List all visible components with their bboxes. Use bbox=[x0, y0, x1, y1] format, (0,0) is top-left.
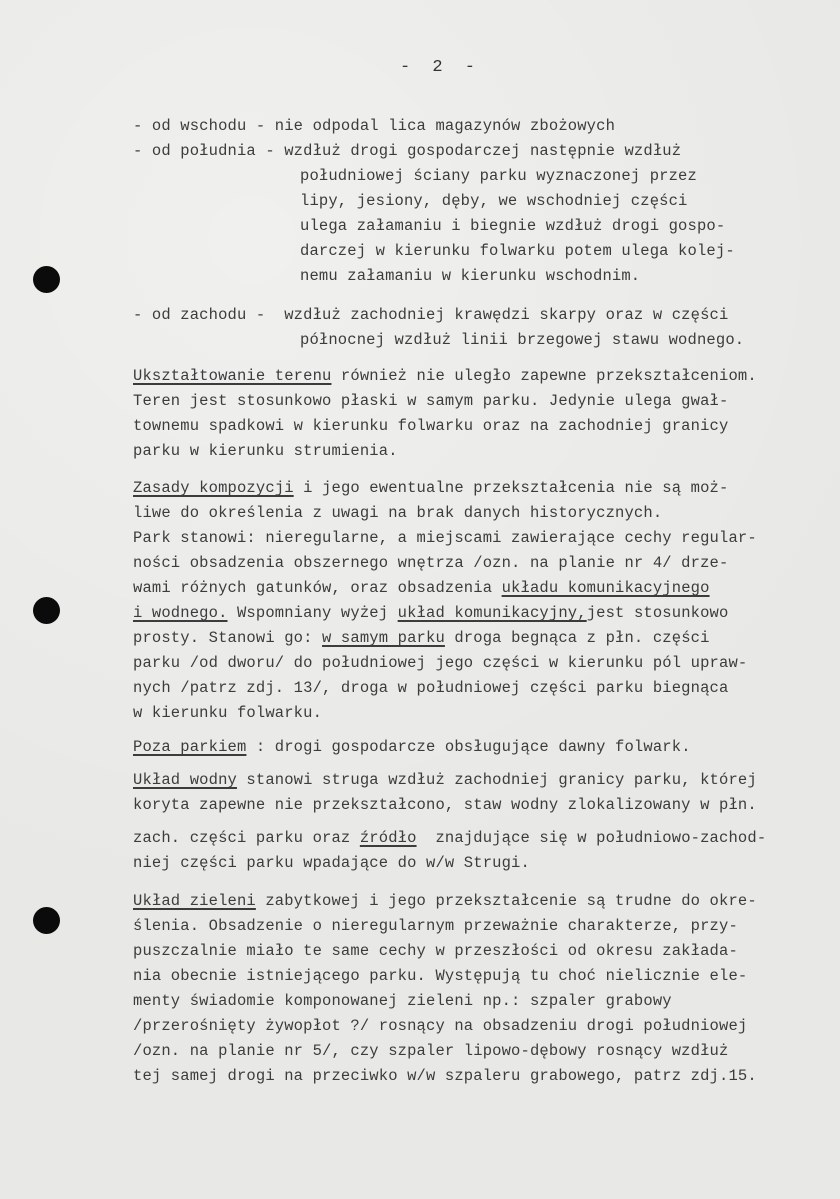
text-segment: Teren jest stosunkowo płaski w samym parku. Jedynie ulega gwał- bbox=[133, 392, 729, 410]
text-line bbox=[133, 116, 615, 136]
underlined-heading: w samym parku bbox=[322, 629, 445, 647]
text-segment: ślenia. Obsadzenie o nieregularnym przeważnie charakterze, przy- bbox=[133, 917, 738, 935]
text-line bbox=[300, 166, 697, 186]
text-segment: i jego ewentualne przekształcenia nie są moż- bbox=[293, 479, 729, 497]
text-segment: parku /od dworu/ do południowej jego części w kierunku pól upraw- bbox=[133, 654, 748, 672]
text-segment: ulega załamaniu i biegnie wzdłuż drogi gospo- bbox=[300, 217, 726, 235]
text-line bbox=[133, 528, 757, 548]
underlined-heading: źródło bbox=[359, 829, 417, 847]
underlined-heading: Ukształtowanie terenu bbox=[133, 367, 332, 385]
text-segment: - od zachodu - wzdłuż zachodniej krawędzi skarpy oraz w części bbox=[133, 306, 729, 324]
text-line bbox=[133, 503, 662, 523]
text-line bbox=[133, 795, 757, 815]
text-segment: parku w kierunku strumienia. bbox=[133, 442, 398, 460]
text-line bbox=[300, 216, 725, 236]
text-line bbox=[133, 1016, 747, 1036]
text-segment: wami różnych gatunków, oraz obsadzenia bbox=[133, 579, 502, 597]
text-line bbox=[133, 603, 728, 623]
text-segment: jest stosunkowo bbox=[586, 604, 729, 622]
text-line bbox=[133, 770, 757, 790]
text-line bbox=[133, 1041, 728, 1061]
text-line bbox=[133, 628, 710, 648]
text-segment: nia obecnie istniejącego parku. Występują tu choć nielicznie ele- bbox=[133, 967, 748, 985]
text-segment: townemu spadkowi w kierunku folwarku oraz na zachodniej granicy bbox=[133, 417, 729, 435]
underlined-heading: Układ wodny bbox=[133, 771, 237, 789]
text-line bbox=[133, 141, 681, 161]
text-segment: ności obsadzenia obszernego wnętrza /ozn. na planie nr 4/ drze- bbox=[133, 554, 729, 572]
text-segment: - od południa - wzdłuż drogi gospodarczej następnie wzdłuż bbox=[133, 142, 682, 160]
text-line bbox=[300, 266, 640, 286]
text-line bbox=[300, 191, 688, 211]
text-line bbox=[133, 441, 398, 461]
text-segment: liwe do określenia z uwagi na brak danych historycznych. bbox=[133, 504, 663, 522]
underlined-heading: Układ zieleni bbox=[133, 892, 256, 910]
text-segment: północnej wzdłuż linii brzegowej stawu wodnego. bbox=[300, 331, 745, 349]
underlined-heading: Zasady kompozycji bbox=[133, 479, 294, 497]
text-line bbox=[133, 478, 728, 498]
text-segment: /ozn. na planie nr 5/, czy szpaler lipowo-dębowy rosnący wzdłuż bbox=[133, 1042, 729, 1060]
text-segment: nemu załamaniu w kierunku wschodnim. bbox=[300, 267, 641, 285]
text-segment: lipy, jesiony, dęby, we wschodniej części bbox=[300, 192, 688, 210]
text-segment: menty świadomie komponowanej zieleni np.: szpaler grabowy bbox=[133, 992, 672, 1010]
text-segment: /przerośnięty żywopłot ?/ rosnący na obsadzeniu drogi południowej bbox=[133, 1017, 748, 1035]
punch-hole-middle bbox=[33, 597, 60, 624]
text-segment: : drogi gospodarcze obsługujące dawny folwark. bbox=[246, 738, 691, 756]
text-segment: koryta zapewne nie przekształcono, staw wodny zlokalizowany w płn. bbox=[133, 796, 757, 814]
text-line bbox=[300, 241, 735, 261]
text-line bbox=[133, 703, 322, 723]
text-line bbox=[133, 305, 728, 325]
text-segment: Park stanowi: nieregularne, a miejscami zawierające cechy regular- bbox=[133, 529, 757, 547]
text-line bbox=[133, 366, 757, 386]
text-segment: Wspomniany wyżej bbox=[227, 604, 398, 622]
text-segment: zabytkowej i jego przekształcenie są trudne do okre- bbox=[255, 892, 757, 910]
text-segment: niej części parku wpadające do w/w Strugi. bbox=[133, 854, 530, 872]
underlined-heading: i wodnego. bbox=[133, 604, 228, 622]
text-segment: znajdujące się w południowo-zachod- bbox=[416, 829, 767, 847]
text-segment: również nie uległo zapewne przekształceniom. bbox=[331, 367, 757, 385]
text-segment: darczej w kierunku folwarku potem ulega kolej- bbox=[300, 242, 735, 260]
underlined-heading: Poza parkiem bbox=[133, 738, 247, 756]
underlined-heading: układu komunikacyjnego bbox=[501, 579, 710, 597]
punch-hole-top bbox=[33, 266, 60, 293]
text-line bbox=[133, 553, 728, 573]
text-segment: - od wschodu - nie odpodal lica magazynów zbożowych bbox=[133, 117, 616, 135]
text-segment: południowej ściany parku wyznaczonej przez bbox=[300, 167, 697, 185]
text-segment: tej samej drogi na przeciwko w/w szpaleru grabowego, patrz zdj.15. bbox=[133, 1067, 757, 1085]
text-line bbox=[133, 678, 728, 698]
text-segment: droga begnąca z płn. części bbox=[444, 629, 710, 647]
text-line bbox=[133, 966, 747, 986]
text-line bbox=[133, 653, 747, 673]
text-line bbox=[133, 391, 728, 411]
text-line bbox=[133, 737, 691, 757]
text-line bbox=[133, 828, 766, 848]
page-number: - 2 - bbox=[400, 58, 482, 77]
text-line bbox=[133, 991, 672, 1011]
text-segment: zach. części parku oraz bbox=[133, 829, 360, 847]
text-line bbox=[133, 853, 530, 873]
text-line bbox=[133, 941, 738, 961]
text-segment: prosty. Stanowi go: bbox=[133, 629, 323, 647]
text-line bbox=[300, 330, 744, 350]
text-line bbox=[133, 891, 757, 911]
punch-hole-bottom bbox=[33, 907, 60, 934]
text-segment: w kierunku folwarku. bbox=[133, 704, 323, 722]
text-segment: nych /patrz zdj. 13/, droga w południowej części parku biegnąca bbox=[133, 679, 729, 697]
underlined-heading: układ komunikacyjny, bbox=[397, 604, 587, 622]
text-segment: puszczalnie miało te same cechy w przeszłości od okresu zakłada- bbox=[133, 942, 738, 960]
text-line bbox=[133, 578, 710, 598]
text-line bbox=[133, 1066, 757, 1086]
text-line bbox=[133, 916, 738, 936]
text-segment: stanowi struga wzdłuż zachodniej granicy parku, której bbox=[236, 771, 757, 789]
text-line bbox=[133, 416, 728, 436]
